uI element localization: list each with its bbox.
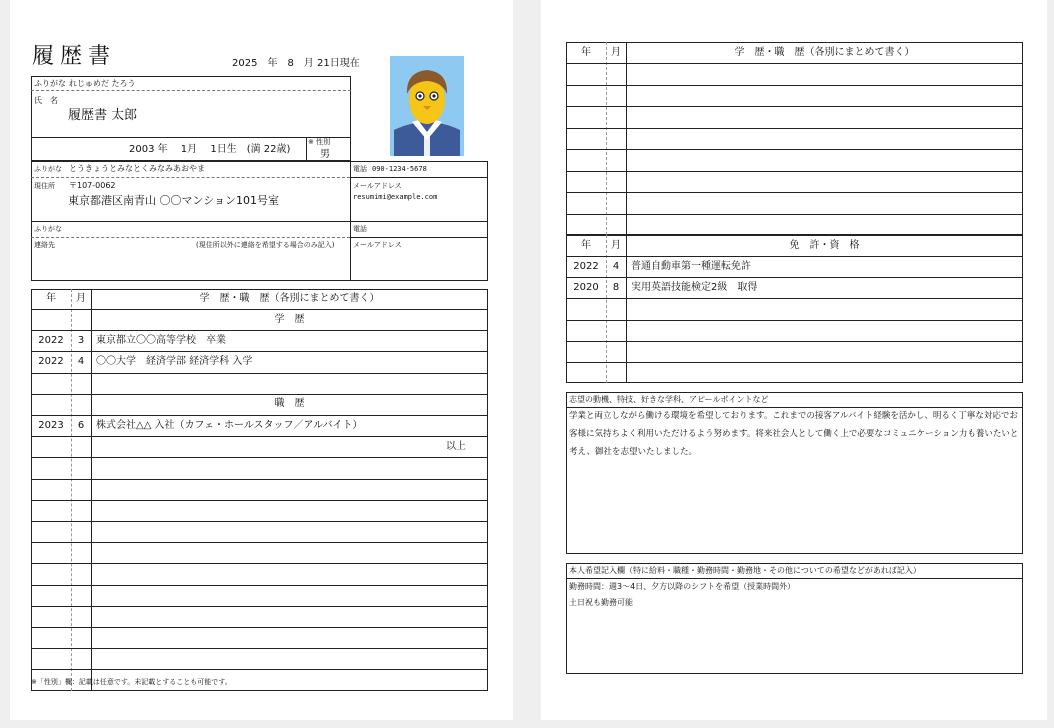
history-row-2-content: 〇〇大学 経済学部 経済学科 入学 [96, 355, 253, 367]
history-row-14-month [71, 606, 91, 627]
licenses-row-1-month: 8 [612, 281, 620, 293]
licenses-row-2-content [626, 298, 1023, 319]
wishes-box [566, 563, 1023, 674]
contact-furigana-label: ふりがな [34, 225, 62, 233]
history-row-14-content [91, 606, 488, 627]
licenses-row-0-year: 2022 [573, 260, 599, 272]
history-row-15-month [71, 627, 91, 648]
history-row-12-year [31, 563, 71, 584]
gender-value: 男 [320, 149, 330, 160]
history-header-year: 年 [46, 293, 56, 304]
licenses-row-2-month [606, 298, 626, 319]
contact-label: 連絡先 [34, 241, 55, 249]
contact-note: (現住所以外に連絡を希望する場合のみ記入) [196, 241, 335, 249]
history-row-9-content [91, 500, 488, 521]
history-row-12-content [91, 563, 488, 584]
wishes-label: 本人希望記入欄（特に給料・職種・勤務時間・勤務地・その他についての希望などがあれば記入） [569, 566, 921, 575]
postal-code: 〒107-0062 [69, 181, 116, 190]
licenses-row-0-content: 普通自動車第一種運転免許 [631, 260, 751, 272]
licenses-row-2-year [566, 298, 606, 319]
history-row-4-month [71, 394, 91, 415]
licenses-table [566, 235, 1023, 383]
history-row-16-year [31, 648, 71, 669]
history2-row-4-year [566, 149, 606, 171]
licenses-row-4-year [566, 341, 606, 362]
birth-date: 2003 年 1月 1日生 (満 22歳) [129, 144, 291, 155]
history2-row-7-content [626, 214, 1023, 236]
address-furigana-label: ふりがな [34, 165, 62, 173]
phone-label: 電話 [353, 165, 367, 173]
licenses-row-4-content [626, 341, 1023, 362]
history2-row-1-year [566, 85, 606, 107]
history-row-4-year [31, 394, 71, 415]
history-row-14-year [31, 606, 71, 627]
history-row-1-year: 2022 [38, 334, 64, 346]
history-row-10-content [91, 521, 488, 542]
contact-email-label: メールアドレス [353, 241, 402, 249]
licenses-row-4-month [606, 341, 626, 362]
history2-row-7-year [566, 214, 606, 236]
history-row-10-year [31, 521, 71, 542]
history2-row-7-month [606, 214, 626, 236]
motivation-text: 学業と両立しながら働ける環境を希望しております。これまでの接客アルバイト経験を活かし、明るく丁寧な対応でお客様に気持ちよく利用いただけるよう努めます。将来社会人として働く上で必要なコミュニケーション力も養いたいと考え、御社を志望いたしました。 [569, 411, 1019, 457]
history2-header-content: 学 歴・職 歴（各別にまとめて書く） [734, 46, 915, 58]
history-row-8-content [91, 479, 488, 500]
history-row-2-month: 4 [77, 355, 85, 367]
history-row-6-month [71, 436, 91, 457]
history2-row-5-month [606, 171, 626, 193]
history2-row-0-year [566, 63, 606, 85]
licenses-row-0-month: 4 [612, 260, 620, 272]
resume-date: 2025 年 8 月 21日現在 [232, 58, 360, 69]
licenses-row-3-content [626, 320, 1023, 341]
history-row-5-content: 株式会社△△ 入社（カフェ・ホールスタッフ／アルバイト） [96, 419, 363, 431]
licenses-row-5-content [626, 362, 1023, 383]
history-row-16-month [71, 648, 91, 669]
history-row-13-year [31, 585, 71, 606]
history2-row-5-content [626, 171, 1023, 193]
history-row-9-month [71, 500, 91, 521]
history2-row-2-content [626, 106, 1023, 128]
id-photo-illustration [390, 56, 464, 156]
resume-title: 履歴書 [32, 44, 117, 69]
history2-row-6-year [566, 192, 606, 214]
history-header-month: 月 [76, 293, 86, 304]
name-furigana-label: ふりがな [34, 79, 66, 88]
history-row-1-month: 3 [77, 334, 85, 346]
history-row-3-year [31, 373, 71, 394]
history-row-7-year [31, 457, 71, 478]
gender-footnote: ※「性別」欄：記載は任意です。未記載とすることも可能です。 [31, 678, 232, 686]
history2-row-3-year [566, 128, 606, 150]
licenses-header-content: 免 許・資 格 [789, 239, 860, 251]
history-row-2-year: 2022 [38, 355, 64, 367]
address-furigana-value: とうきょうとみなとくみなみあおやま [69, 164, 205, 173]
licenses-row-1-year: 2020 [573, 281, 599, 293]
history2-row-4-month [606, 149, 626, 171]
history-row-1-content: 東京都立〇〇高等学校 卒業 [96, 334, 226, 346]
motivation-label: 志望の動機、特技、好きな学科、アピールポイントなど [569, 395, 769, 404]
resume-page-2 [541, 0, 1047, 720]
history-row-13-content [91, 585, 488, 606]
history-header-content: 学 歴・職 歴（各別にまとめて書く） [199, 293, 380, 304]
licenses-row-1-content: 実用英語技能検定2級 取得 [631, 281, 758, 293]
name-furigana-value: れじゅめだ たろう [69, 79, 136, 88]
history-table-continued [566, 42, 1023, 235]
licenses-row-5-month [606, 362, 626, 383]
id-photo [390, 56, 464, 156]
history2-header-month: 月 [611, 46, 621, 58]
history2-row-0-month [606, 63, 626, 85]
licenses-row-3-year [566, 320, 606, 341]
gender-label: ※ 性別 [308, 138, 331, 146]
history2-row-0-content [626, 63, 1023, 85]
history-row-7-content [91, 457, 488, 478]
name-value: 履歴書 太郎 [68, 108, 138, 123]
email-value: resumimi@example.com [353, 193, 438, 201]
name-label: 氏 名 [34, 96, 58, 105]
history2-row-1-content [626, 85, 1023, 107]
history2-row-3-content [626, 128, 1023, 150]
history2-row-1-month [606, 85, 626, 107]
history2-row-4-content [626, 149, 1023, 171]
history-row-0-content: 学 歴 [274, 313, 305, 325]
history-row-11-content [91, 542, 488, 563]
history-row-9-year [31, 500, 71, 521]
history-row-11-year [31, 542, 71, 563]
resume-page-1 [10, 0, 513, 720]
phone-value: 090-1234-5678 [372, 165, 427, 173]
history2-row-6-content [626, 192, 1023, 214]
history2-row-5-year [566, 171, 606, 193]
licenses-header-year: 年 [581, 239, 591, 251]
wishes-line-1: 勤務時間：週3〜4日、夕方以降のシフトを希望（授業時間外） [569, 582, 796, 591]
address-value: 東京都港区南青山 〇〇マンション101号室 [68, 194, 279, 207]
licenses-row-5-year [566, 362, 606, 383]
history-row-8-year [31, 479, 71, 500]
history-row-15-content [91, 627, 488, 648]
history-row-3-content [91, 373, 488, 394]
history-row-8-month [71, 479, 91, 500]
history-row-11-month [71, 542, 91, 563]
history-row-12-month [71, 563, 91, 584]
contact-phone-label: 電話 [353, 225, 367, 233]
history2-row-3-month [606, 128, 626, 150]
history-row-3-month [71, 373, 91, 394]
address-label: 現住所 [34, 182, 55, 190]
history-row-6-year [31, 436, 71, 457]
licenses-row-3-month [606, 320, 626, 341]
history-row-16-content [91, 648, 488, 669]
history-row-5-year: 2023 [38, 419, 64, 431]
history2-row-2-year [566, 106, 606, 128]
history-row-7-month [71, 457, 91, 478]
history-table [31, 289, 488, 674]
wishes-line-2: 土日祝も勤務可能 [569, 598, 633, 607]
history2-header-year: 年 [581, 46, 591, 58]
history-row-13-month [71, 585, 91, 606]
history-row-4-content: 職 歴 [274, 398, 305, 410]
history-row-5-month: 6 [77, 419, 85, 431]
licenses-header-month: 月 [611, 239, 621, 251]
history-row-10-month [71, 521, 91, 542]
history-row-6-content: 以上 [446, 440, 466, 452]
history-row-0-month [71, 309, 91, 330]
history-row-0-year [31, 309, 71, 330]
history2-row-6-month [606, 192, 626, 214]
email-label: メールアドレス [353, 182, 402, 190]
history-row-15-year [31, 627, 71, 648]
history2-row-2-month [606, 106, 626, 128]
